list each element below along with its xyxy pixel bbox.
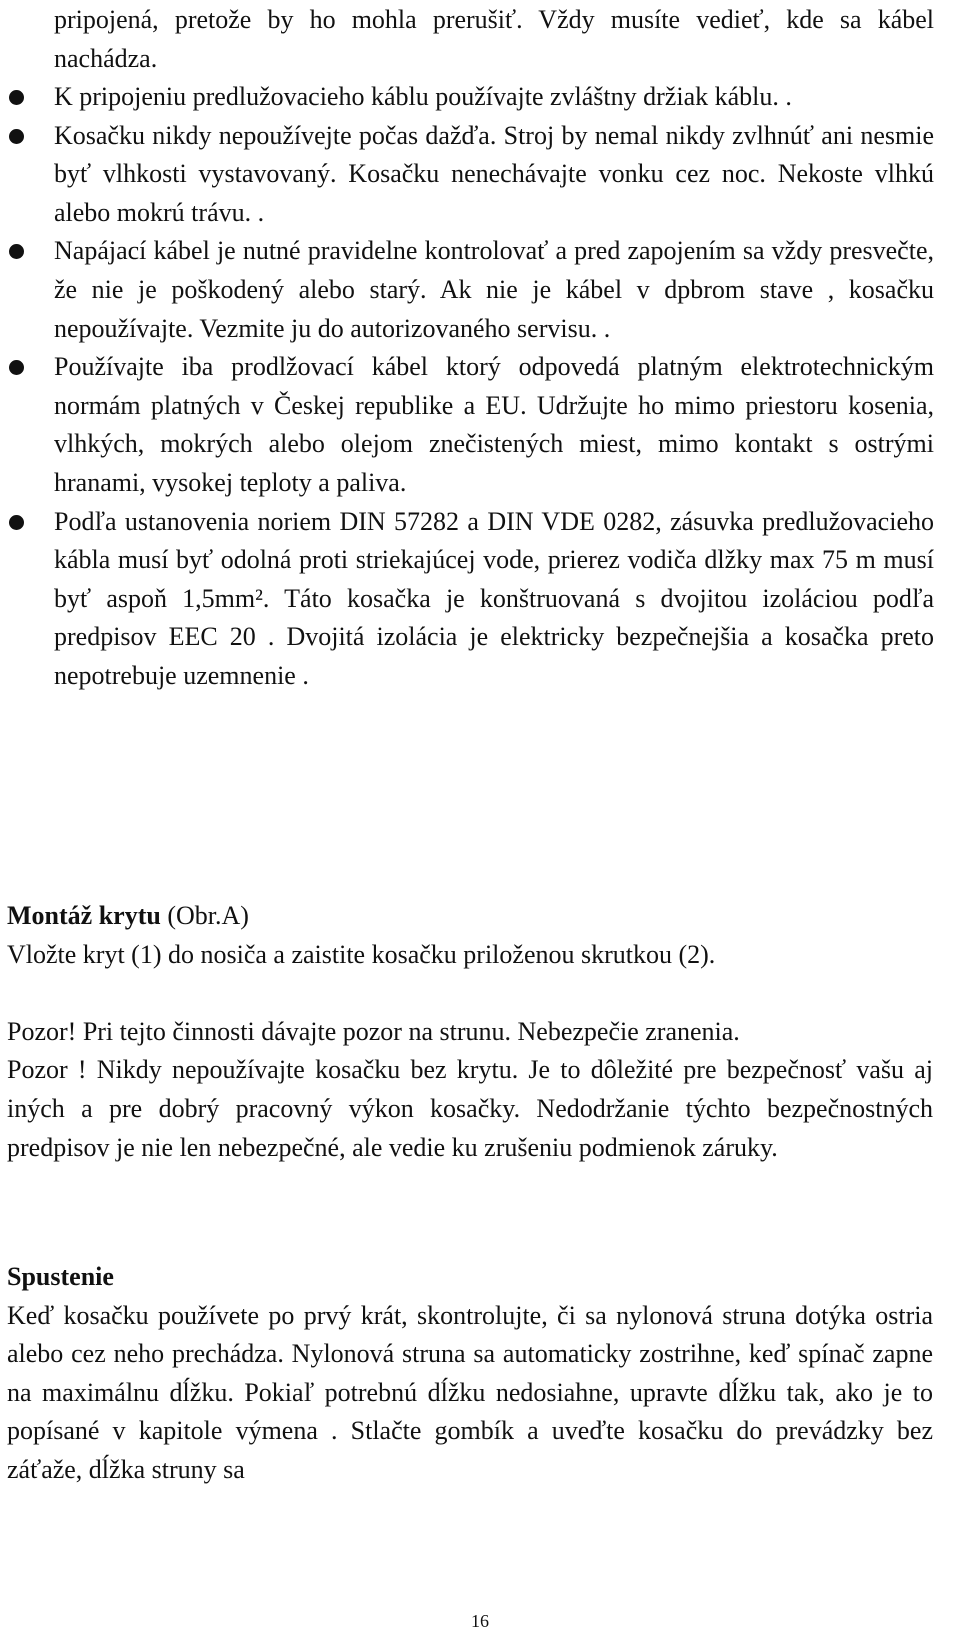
montaz-heading-suffix: (Obr.A): [160, 901, 249, 930]
spacer: [7, 974, 933, 1013]
safety-bullet-list: [0, 78, 934, 696]
bullet-icon: [9, 360, 24, 375]
bullet-text: Napájací kábel je nutné pravidelne kontrolovať a pred zapojením sa vždy presvečte, že nie je poškodený alebo starý. Ak nie je kábel v dpbrom stave , kosačku nepoužívajte. Vezmite ju do autorizovaného servisu. .: [54, 236, 934, 343]
montaz-heading: Montáž krytu: [7, 901, 161, 930]
bullet-item: [0, 348, 934, 502]
bullet-text: K pripojeniu predlužovacieho káblu používajte zvláštny držiak káblu. .: [54, 82, 792, 111]
montaz-text: Vložte kryt (1) do nosiča a zaistite kosačku priloženou skrutkou (2).: [7, 939, 716, 969]
montaz-heading-line: [7, 897, 933, 936]
page-number: 16: [471, 1611, 489, 1631]
bullet-item: [0, 503, 934, 696]
bullet-item: [0, 78, 934, 117]
bullet-item: [0, 117, 934, 233]
montaz-section: [7, 897, 933, 1167]
bullet-icon: [9, 515, 24, 530]
montaz-warning-2: Pozor ! Nikdy nepoužívajte kosačku bez krytu. Je to dôležité pre bezpečnosť vašu aj iných a pre dobrý pracovný výkon kosačky. Nedodržanie týchto bezpečnostných predpisov je nie len nebezpečné, ale vedie ku zrušeniu podmienok záruky.: [7, 1055, 933, 1162]
bullet-text: Podľa ustanovenia noriem DIN 57282 a DIN VDE 0282, zásuvka predlužovacieho kábla musí byť odolná proti striekajúcej vode, prierez vodiča dlžky max 75 m musí byť aspoň 1,5mm². Táto kosačka je konštruovaná s dvojitou izoláciou podľa predpisov EEC 20 . Dvojitá izolácia je elektricky bezpečnejšia a kosačka preto nepotrebuje uzemnenie .: [54, 506, 934, 690]
spustenie-text: Keď kosačku používete po prvý krát, skontrolujte, či sa nylonová struna dotýka ostria alebo cez neho prechádza. Nylonová struna sa automaticky zostrihne, keď spínač zapne na maximálnu dĺžku. Pokiaľ potrebnú dĺžku nedosiahne, upravte dĺžku tak, ako je to popísané v kapitole výmena . Stlačte gombík a uveďte kosačku do prevádzky bez záťaže, dĺžka struny sa: [7, 1300, 933, 1484]
continuation-paragraph: pripojená, pretože by ho mohla prerušiť. Vždy musíte vedieť, kde sa kábel nachádza.: [54, 5, 934, 73]
bullet-text: Kosačku nikdy nepoužívejte počas dažďa. Stroj by nemal nikdy zvlhnúť ani nesmie byť vlhkosti vystavovaný. Kosačku nenechávajte vonku cez noc. Nekoste vlhkú alebo mokrú trávu. .: [54, 120, 934, 227]
bullet-item: [0, 232, 934, 348]
spustenie-section: [7, 1258, 933, 1490]
spustenie-heading: Spustenie: [7, 1262, 114, 1291]
montaz-warning-1: Pozor! Pri tejto činnosti dávajte pozor na strunu. Nebezpečie zranenia.: [7, 1016, 740, 1046]
bullet-icon: [9, 90, 24, 105]
bullet-text: Používajte iba prodlžovací kábel ktorý odpovedá platným elektrotechnickým normám platných v Českej republike a EU. Udržujte ho mimo priestoru kosenia, vlhkých, mokrých alebo olejom znečistených miest, mimo kontakt s ostrými hranami, vysokej teploty a paliva.: [54, 352, 934, 497]
bullet-icon: [9, 129, 24, 144]
bullet-icon: [9, 244, 24, 259]
